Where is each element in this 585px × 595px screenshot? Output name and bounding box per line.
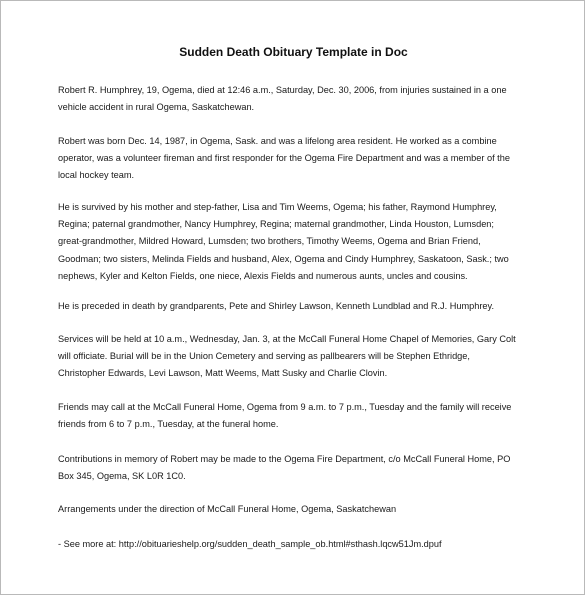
paragraph-survivors (58, 199, 528, 285)
paragraph-preceded (58, 298, 528, 315)
text-line: He is survived by his mother and step-father, Lisa and Tim Weems, Ogema; his father, Raymond Humphrey, (58, 202, 497, 212)
text-line: Services will be held at 10 a.m., Wednesday, Jan. 3, at the McCall Funeral Home Chapel of Memories, Gary Colt (58, 334, 516, 344)
paragraph-contributions (58, 451, 528, 485)
text-line: Contributions in memory of Robert may be made to the Ogema Fire Department, c/o McCall Funeral Home, PO (58, 454, 511, 464)
text-line: operator, was a volunteer fireman and first responder for the Ogema Fire Department and was a member of the (58, 153, 510, 164)
paragraph-death-notice (58, 82, 528, 116)
text-line: Robert R. Humphrey, 19, Ogema, died at 12:46 a.m., Saturday, Dec. 30, 2006, from injuries sustained in a one (58, 85, 507, 95)
text-line: Box 345, Ogema, SK L0R 1C0. (58, 471, 186, 482)
paragraph-source-link (58, 536, 528, 553)
text-line: He is preceded in death by grandparents, Pete and Shirley Lawson, Kenneth Lundblad and R.J. Humphrey. (58, 301, 495, 311)
paragraph-biography (58, 133, 528, 185)
paragraph-services (58, 331, 528, 383)
text-line: Robert was born Dec. 14, 1987, in Ogema, Sask. and was a lifelong area resident. He worked as a combine (58, 136, 497, 146)
text-line: Arrangements under the direction of McCall Funeral Home, Ogema, Saskatchewan (58, 504, 397, 514)
source-link[interactable]: - See more at: http://obituarieshelp.org/sudden_death_sample_ob.html#sthash.lqcw51Jm.dpuf (58, 539, 442, 549)
text-line: Goodman; two sisters, Melinda Fields and husband, Alex, Ogema and Cindy Humphrey, Saskatoon, Sask.; two (58, 253, 509, 264)
document-title: Sudden Death Obituary Template in Doc (179, 45, 408, 59)
text-line: Christopher Edwards, Levi Lawson, Matt Weems, Matt Susky and Charlie Clovin. (58, 368, 388, 379)
paragraph-visitation (58, 399, 528, 433)
text-line: Friends may call at the McCall Funeral Home, Ogema from 9 a.m. to 7 p.m., Tuesday and the family will receive (58, 402, 512, 412)
text-line: friends from 6 to 7 p.m., Tuesday, at the funeral home. (58, 419, 279, 430)
text-line: local hockey team. (58, 170, 135, 181)
text-line: vehicle accident in rural Ogema, Saskatchewan. (58, 102, 255, 113)
text-line: nephews, Kyler and Kelton Fields, one niece, Alexis Fields and numerous aunts, uncles and cousins. (58, 270, 468, 281)
text-line: will officiate. Burial will be in the Union Cemetery and serving as pallbearers will be Stephen Ethridge, (58, 351, 470, 362)
text-line: Regina; paternal grandmother, Nancy Humphrey, Regina; maternal grandmother, Linda Houston, Lumsden; (58, 219, 494, 230)
paragraph-arrangements (58, 501, 528, 518)
text-line: great-grandmother, Mildred Howard, Lumsden; two brothers, Timothy Weems, Ogema and Brian Friend, (58, 236, 481, 247)
